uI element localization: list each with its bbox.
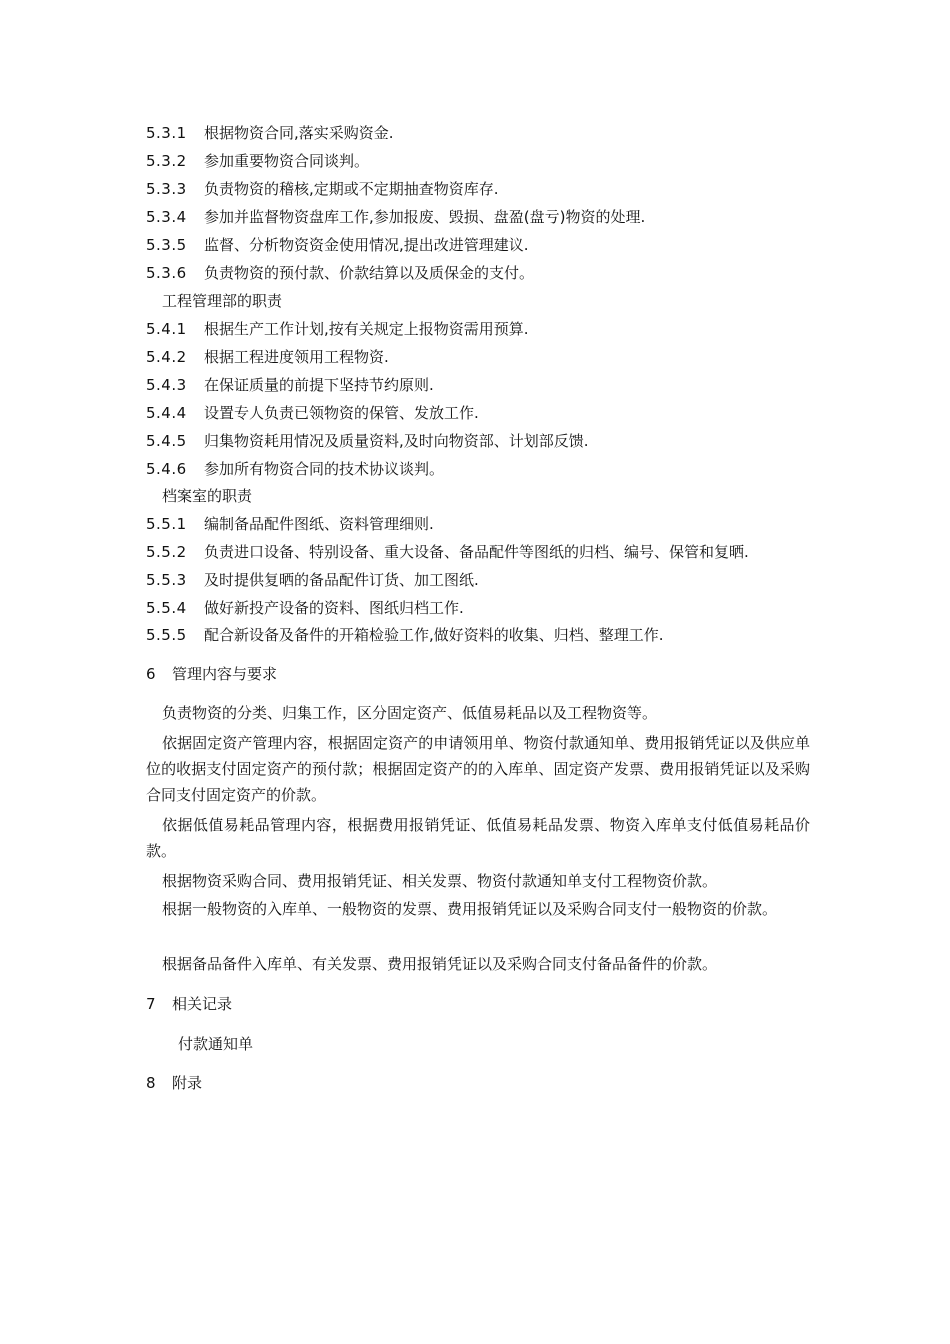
item-text: 参加重要物资合同谈判。 <box>204 152 370 170</box>
subsection-title: 工程管理部的职责 <box>162 292 283 310</box>
list-item <box>146 207 645 227</box>
item-number: 5.3.1 <box>146 124 187 142</box>
list-item <box>146 179 499 199</box>
section-title: 管理内容与要求 <box>172 665 278 683</box>
item-number: 5.4.2 <box>146 348 187 366</box>
item-text: 参加并监督物资盘库工作,参加报废、毁损、盘盈(盘亏)物资的处理. <box>204 208 646 226</box>
item-number: 5.5.1 <box>146 515 187 533</box>
paragraph: 根据一般物资的入库单、一般物资的发票、费用报销凭证以及采购合同支付一般物资的价款。 <box>162 900 778 918</box>
paragraph: 依据低值易耗品管理内容，根据费用报销凭证、低值易耗品发票、物资入库单支付低值易耗品价款。 <box>146 816 810 860</box>
item-text: 编制备品配件图纸、资料管理细则. <box>204 515 434 533</box>
item-number: 5.4.1 <box>146 320 187 338</box>
list-item <box>146 235 529 255</box>
item-text: 配合新设备及备件的开箱检验工作,做好资料的收集、归档、整理工作. <box>204 626 664 644</box>
item-text: 负责进口设备、特别设备、重大设备、备品配件等图纸的归档、编号、保管和复晒. <box>204 543 749 561</box>
paragraph: 根据物资采购合同、费用报销凭证、相关发票、物资付款通知单支付工程物资价款。 <box>162 872 718 890</box>
item-number: 5.3.4 <box>146 208 187 226</box>
section-number: 7 <box>146 995 156 1013</box>
paragraph: 负责物资的分类、归集工作，区分固定资产、低值易耗品以及工程物资等。 <box>162 704 658 722</box>
item-text: 归集物资耗用情况及质量资料,及时向物资部、计划部反馈. <box>204 432 589 450</box>
list-item <box>146 598 464 618</box>
list-item <box>146 319 529 339</box>
section-title: 相关记录 <box>172 995 233 1013</box>
list-item <box>146 431 589 451</box>
item-number: 5.5.3 <box>146 571 187 589</box>
item-number: 5.5.2 <box>146 543 187 561</box>
item-text: 根据工程进度领用工程物资. <box>204 348 389 366</box>
section-number: 6 <box>146 665 156 683</box>
list-item <box>146 570 479 590</box>
item-text: 参加所有物资合同的技术协议谈判。 <box>204 460 445 478</box>
list-item <box>146 375 434 395</box>
item-text: 做好新投产设备的资料、图纸归档工作. <box>204 599 464 617</box>
list-item <box>146 347 389 367</box>
list-item <box>146 542 749 562</box>
item-number: 5.4.6 <box>146 460 187 478</box>
item-text: 根据生产工作计划,按有关规定上报物资需用预算. <box>204 320 529 338</box>
item-number: 5.4.4 <box>146 404 187 422</box>
item-text: 负责物资的稽核,定期或不定期抽查物资库存. <box>204 180 499 198</box>
item-text: 负责物资的预付款、价款结算以及质保金的支付。 <box>204 264 535 282</box>
list-item <box>146 151 369 171</box>
list-item <box>146 514 434 534</box>
item-number: 5.4.5 <box>146 432 187 450</box>
list-item <box>146 263 534 283</box>
section-title: 附录 <box>172 1074 203 1092</box>
section-heading <box>146 664 277 684</box>
item-number: 5.4.3 <box>146 376 187 394</box>
item-number: 5.3.5 <box>146 236 187 254</box>
section-heading <box>146 1073 202 1093</box>
item-number: 5.3.3 <box>146 180 187 198</box>
item-number: 5.3.2 <box>146 152 187 170</box>
list-item <box>146 123 394 143</box>
record-item: 付款通知单 <box>178 1035 254 1053</box>
section-heading <box>146 994 232 1014</box>
paragraph: 依据固定资产管理内容，根据固定资产的申请领用单、物资付款通知单、费用报销凭证以及供应单位的收据支付固定资产的预付款；根据固定资产的的入库单、固定资产发票、费用报销凭证以及采购合同支付固定资产的价款。 <box>146 734 810 804</box>
item-text: 监督、分析物资资金使用情况,提出改进管理建议. <box>204 236 529 254</box>
item-text: 设置专人负责已领物资的保管、发放工作. <box>204 404 479 422</box>
paragraph: 根据备品备件入库单、有关发票、费用报销凭证以及采购合同支付备品备件的价款。 <box>162 955 718 973</box>
item-text: 在保证质量的前提下坚持节约原则. <box>204 376 434 394</box>
item-text: 及时提供复晒的备品配件订货、加工图纸. <box>204 571 479 589</box>
item-number: 5.5.5 <box>146 626 187 644</box>
item-text: 根据物资合同,落实采购资金. <box>204 124 394 142</box>
item-number: 5.3.6 <box>146 264 187 282</box>
subsection-title: 档案室的职责 <box>162 487 253 505</box>
list-item <box>146 459 444 479</box>
section-number: 8 <box>146 1074 156 1092</box>
list-item <box>146 403 479 423</box>
item-number: 5.5.4 <box>146 599 187 617</box>
list-item <box>146 625 664 645</box>
